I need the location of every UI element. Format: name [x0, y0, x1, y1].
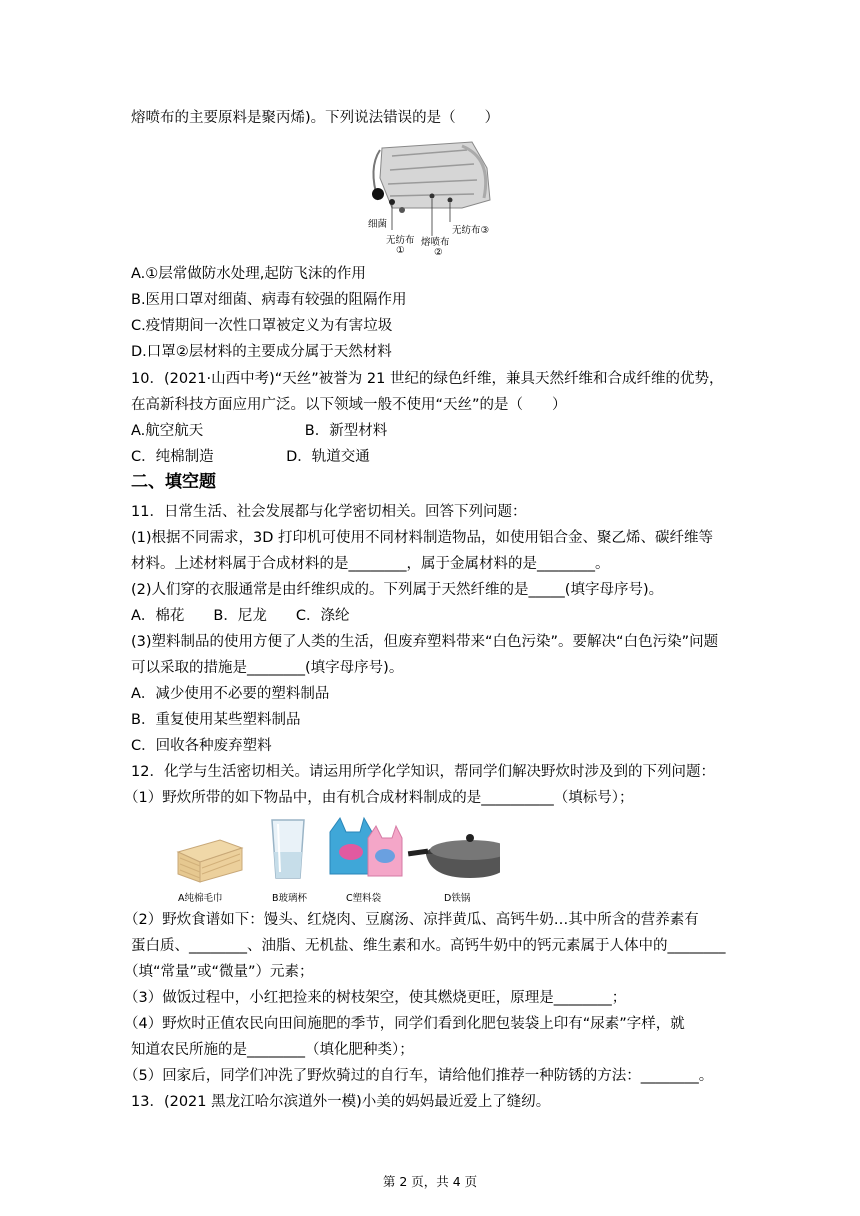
- page-footer: 第 2 页，共 4 页: [382, 1174, 478, 1189]
- mask-label: ①: [396, 245, 405, 256]
- text-line: 蛋白质、________、油脂、无机盐、维生素和水。高钙牛奶中的钙元素属于人体中的________: [131, 938, 726, 954]
- text-line: （5）回家后，同学们冲洗了野炊骑过的自行车，请给他们推荐一种防锈的方法：________。: [124, 1068, 714, 1084]
- plastic-bag-icon: [330, 818, 402, 876]
- mask-label: 无纺布③: [452, 225, 490, 236]
- mask-label: 熔喷布: [421, 237, 450, 248]
- option-line: C．纯棉制造 D．轨道交通: [131, 449, 370, 465]
- question-11: 11．日常生活、社会发展都与化学密切相关。回答下列问题：: [131, 504, 527, 520]
- towel-icon: [178, 840, 242, 882]
- text-line: （2）野炊食谱如下：馒头、红烧肉、豆腐汤、凉拌黄瓜、高钙牛奶…其中所含的营养素有: [124, 912, 699, 928]
- option-b: B.医用口罩对细菌、病毒有较强的阻隔作用: [131, 292, 407, 308]
- text-line: 在高新科技方面应用广泛。以下领域一般不使用“天丝”的是（ ）: [131, 397, 567, 413]
- item-caption: A纯棉毛巾: [178, 893, 223, 904]
- section-heading: 二、填空题: [131, 472, 216, 492]
- text-line: （1）野炊所带的如下物品中，由有机合成材料制成的是__________（填标号）；: [124, 790, 634, 806]
- item-caption: C塑料袋: [346, 893, 382, 904]
- wok-icon: [408, 834, 500, 878]
- text-line: （填“常量”或“微量”）元素；: [124, 964, 314, 980]
- question-12: 12．化学与生活密切相关。请运用所学化学知识，帮同学们解决野炊时涉及到的下列问题：: [131, 764, 715, 780]
- mask-label: ②: [434, 247, 443, 258]
- option-line: A．棉花 B．尼龙 C．涤纶: [131, 608, 350, 624]
- text-line: 熔喷布的主要原料是聚丙烯)。下列说法错误的是（ ）: [131, 110, 500, 126]
- items-figure: [170, 812, 500, 884]
- option-a: A.①层常做防水处理,起防飞沫的作用: [131, 266, 366, 282]
- text-line: (1)根据不同需求，3D 打印机可使用不同材料制造物品，如使用铝合金、聚乙烯、碳纤维等: [131, 530, 714, 546]
- question-10: 10．(2021·山西中考)“天丝”被誉为 21 世纪的绿色纤维，兼具天然纤维和合成纤维的优势，: [131, 371, 724, 387]
- option-line: A．减少使用不必要的塑料制品: [131, 686, 330, 702]
- bacteria-icon: [372, 188, 384, 200]
- text-line: (2)人们穿的衣服通常是由纤维织成的。下列属于天然纤维的是_____(填字母序号)。: [131, 582, 664, 598]
- option-d: D.口罩②层材料的主要成分属于天然材料: [131, 344, 392, 360]
- option-line: B．重复使用某些塑料制品: [131, 712, 301, 728]
- text-line: 可以采取的措施是________(填字母序号)。: [131, 660, 404, 676]
- item-caption: B玻璃杯: [272, 893, 308, 904]
- option-c: C.疫情期间一次性口罩被定义为有害垃圾: [131, 318, 393, 334]
- text-line: 知道农民所施的是________（填化肥种类）；: [131, 1042, 414, 1058]
- mask-label: 无纺布: [386, 235, 415, 246]
- text-line: （3）做饭过程中，小红把捡来的树枝架空，使其燃烧更旺，原理是________；: [124, 990, 627, 1006]
- item-caption: D铁锅: [444, 893, 471, 904]
- text-line: 材料。上述材料属于合成材料的是________，属于金属材料的是________。: [131, 556, 610, 572]
- option-line: C．回收各种废弃塑料: [131, 738, 272, 754]
- question-13: 13．(2021 黑龙江哈尔滨道外一模)小美的妈妈最近爱上了缝纫。: [131, 1094, 551, 1110]
- glass-icon: [272, 820, 304, 878]
- text-line: （4）野炊时正值农民向田间施肥的季节，同学们看到化肥包装袋上印有“尿素”字样，就: [124, 1016, 685, 1032]
- option-line: A.航空航天 B．新型材料: [131, 423, 388, 439]
- mask-label: 细菌: [368, 219, 388, 230]
- text-line: (3)塑料制品的使用方便了人类的生活，但废弃塑料带来“白色污染”。要解决“白色污染”问题: [131, 634, 719, 650]
